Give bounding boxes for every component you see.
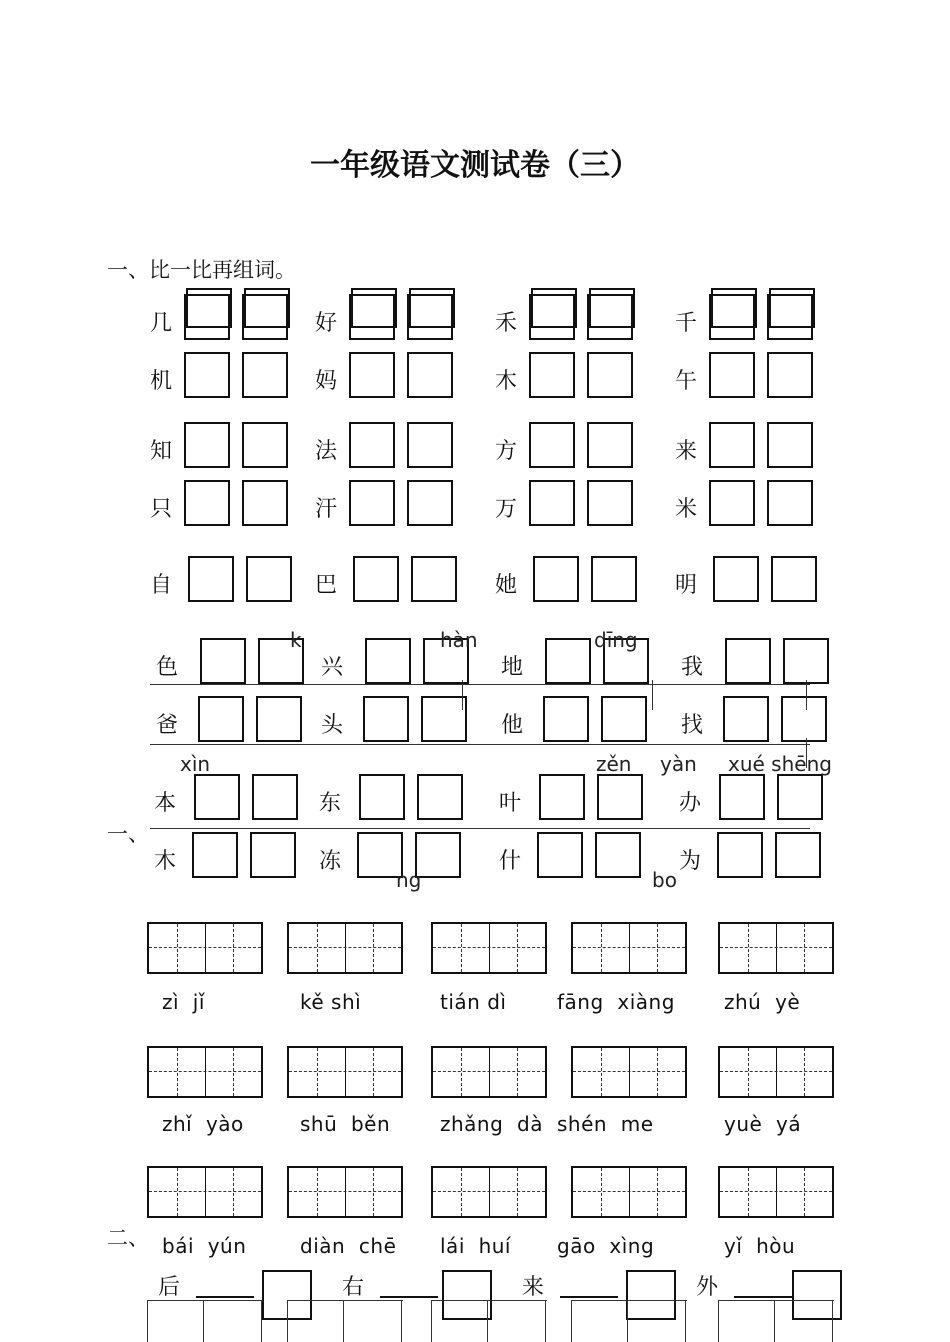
grid-dashed-line: [573, 947, 685, 948]
answer-box-overlap: [711, 288, 757, 328]
character: 外: [696, 1275, 719, 1300]
character: 禾: [495, 311, 518, 336]
grid-dashed-line: [657, 1048, 658, 1096]
section-1-heading: 一、比一比再组词。: [107, 258, 296, 282]
answer-box[interactable]: [200, 638, 246, 684]
answer-box-overlap: [531, 288, 577, 328]
answer-box[interactable]: [192, 832, 238, 878]
answer-box[interactable]: [587, 352, 633, 398]
overlap-rule: [147, 1300, 148, 1342]
character: 只: [150, 497, 173, 522]
answer-box[interactable]: [349, 480, 395, 526]
answer-box[interactable]: [543, 696, 589, 742]
grid-dashed-line: [517, 1048, 518, 1096]
answer-box[interactable]: [713, 556, 759, 602]
tianzi-grid[interactable]: [571, 922, 687, 974]
pinyin-label: kě shì: [300, 990, 362, 1014]
pinyin-label: fāng xiàng: [557, 990, 675, 1014]
grid-dashed-line: [149, 1071, 261, 1072]
grid-center-line: [345, 1168, 346, 1216]
pinyin-label: shū běn: [300, 1112, 391, 1136]
grid-center-line: [205, 924, 206, 972]
pinyin-label: lái huí: [440, 1234, 511, 1258]
answer-box-overlap: [244, 288, 290, 328]
grid-dashed-line: [233, 1048, 234, 1096]
answer-box[interactable]: [256, 696, 302, 742]
section-2-heading: 二、: [107, 1226, 149, 1250]
pinyin-label: bái yún: [162, 1234, 247, 1258]
grid-dashed-line: [233, 1168, 234, 1216]
character: 巴: [315, 573, 338, 598]
answer-box[interactable]: [415, 832, 461, 878]
grid-dashed-line: [804, 924, 805, 972]
pinyin-label: diàn chē: [300, 1234, 397, 1258]
tianzi-grid[interactable]: [147, 922, 263, 974]
character: 方: [495, 439, 518, 464]
tianzi-grid[interactable]: [431, 1046, 547, 1098]
answer-box[interactable]: [781, 696, 827, 742]
grid-dashed-line: [461, 924, 462, 972]
grid-dashed-line: [657, 924, 658, 972]
character: 叶: [499, 791, 522, 816]
tianzi-grid[interactable]: [718, 922, 834, 974]
answer-box[interactable]: [442, 1270, 492, 1320]
overlapping-pinyin-fragment: hàn: [440, 628, 478, 652]
answer-box[interactable]: [363, 696, 409, 742]
tianzi-grid[interactable]: [718, 1046, 834, 1098]
answer-blank[interactable]: [734, 1296, 792, 1298]
answer-box[interactable]: [349, 422, 395, 468]
overlap-rule: [150, 744, 810, 745]
tianzi-grid[interactable]: [147, 1166, 263, 1218]
answer-box[interactable]: [359, 774, 405, 820]
character: 办: [679, 791, 702, 816]
character: 我: [681, 655, 704, 680]
overlap-rule: [487, 1300, 488, 1342]
character: 爸: [156, 713, 179, 738]
character: 几: [150, 311, 173, 336]
answer-box-overlap: [409, 288, 455, 328]
answer-box[interactable]: [353, 556, 399, 602]
grid-dashed-line: [289, 1191, 401, 1192]
character: 来: [675, 439, 698, 464]
pinyin-label: gāo xìng: [557, 1234, 655, 1258]
grid-dashed-line: [373, 924, 374, 972]
answer-box[interactable]: [246, 556, 292, 602]
grid-center-line: [489, 1048, 490, 1096]
pinyin-label: yǐ hòu: [724, 1234, 796, 1258]
grid-center-line: [629, 924, 630, 972]
answer-box-overlap: [351, 288, 397, 328]
answer-box[interactable]: [184, 480, 230, 526]
answer-blank[interactable]: [560, 1296, 618, 1298]
overlap-rule: [545, 1300, 546, 1342]
answer-box-overlap: [589, 288, 635, 328]
answer-box[interactable]: [250, 832, 296, 878]
answer-box[interactable]: [723, 696, 769, 742]
grid-dashed-line: [317, 1048, 318, 1096]
character: 来: [522, 1275, 545, 1300]
answer-box[interactable]: [184, 352, 230, 398]
character: 妈: [315, 369, 338, 394]
tianzi-grid[interactable]: [287, 922, 403, 974]
grid-center-line: [205, 1048, 206, 1096]
answer-blank[interactable]: [380, 1296, 438, 1298]
character: 色: [156, 655, 179, 680]
tianzi-grid[interactable]: [571, 1046, 687, 1098]
character: 头: [321, 713, 344, 738]
pinyin-label: zhǐ yào: [162, 1112, 244, 1136]
character: 木: [495, 369, 518, 394]
grid-center-line: [776, 924, 777, 972]
overlap-rule: [150, 828, 810, 829]
answer-box[interactable]: [595, 832, 641, 878]
grid-dashed-line: [461, 1168, 462, 1216]
character: 米: [675, 497, 698, 522]
grid-dashed-line: [517, 924, 518, 972]
answer-box[interactable]: [194, 774, 240, 820]
overlap-rule: [774, 1300, 775, 1342]
grid-dashed-line: [748, 1048, 749, 1096]
grid-dashed-line: [517, 1168, 518, 1216]
answer-box[interactable]: [709, 352, 755, 398]
answer-box[interactable]: [545, 638, 591, 684]
overlap-rule: [287, 1300, 403, 1301]
character: 找: [681, 713, 704, 738]
answer-box[interactable]: [591, 556, 637, 602]
grid-dashed-line: [748, 1168, 749, 1216]
answer-box[interactable]: [252, 774, 298, 820]
overlap-rule: [627, 1300, 628, 1342]
tianzi-grid[interactable]: [718, 1166, 834, 1218]
overlap-rule: [343, 1300, 344, 1342]
character: 木: [154, 849, 177, 874]
character: 万: [495, 497, 518, 522]
overlapping-pinyin-fragment: yàn: [660, 752, 697, 776]
answer-box[interactable]: [587, 480, 633, 526]
overlapping-pinyin-fragment: bo: [652, 868, 677, 892]
tianzi-grid[interactable]: [287, 1046, 403, 1098]
grid-dashed-line: [317, 1168, 318, 1216]
grid-dashed-line: [573, 1191, 685, 1192]
answer-box[interactable]: [783, 638, 829, 684]
grid-dashed-line: [289, 947, 401, 948]
overlap-rule: [431, 1300, 547, 1301]
answer-box[interactable]: [529, 352, 575, 398]
overlapping-pinyin-fragment: ng: [396, 868, 422, 892]
overlapping-pinyin-fragment: xué shēng: [728, 752, 832, 776]
grid-dashed-line: [317, 924, 318, 972]
grid-center-line: [205, 1168, 206, 1216]
character: 右: [342, 1275, 365, 1300]
grid-dashed-line: [373, 1048, 374, 1096]
grid-center-line: [776, 1048, 777, 1096]
overlapping-pinyin-fragment: k: [290, 628, 302, 652]
answer-box[interactable]: [717, 832, 763, 878]
overlap-rule: [150, 684, 810, 685]
overlap-rule: [806, 680, 807, 710]
answer-box[interactable]: [533, 556, 579, 602]
character: 地: [501, 655, 524, 680]
answer-box[interactable]: [709, 422, 755, 468]
grid-dashed-line: [177, 1168, 178, 1216]
grid-dashed-line: [461, 1048, 462, 1096]
character: 汗: [315, 497, 338, 522]
overlap-rule: [401, 1300, 402, 1342]
answer-blank[interactable]: [196, 1296, 254, 1298]
grid-center-line: [345, 1048, 346, 1096]
answer-box[interactable]: [411, 556, 457, 602]
character: 他: [501, 713, 524, 738]
character: 机: [150, 369, 173, 394]
overlap-rule: [571, 1300, 572, 1342]
grid-dashed-line: [601, 1168, 602, 1216]
tianzi-grid[interactable]: [147, 1046, 263, 1098]
grid-dashed-line: [573, 1071, 685, 1072]
answer-box[interactable]: [349, 352, 395, 398]
grid-center-line: [345, 924, 346, 972]
answer-box[interactable]: [767, 422, 813, 468]
grid-dashed-line: [804, 1168, 805, 1216]
grid-dashed-line: [748, 924, 749, 972]
answer-box[interactable]: [188, 556, 234, 602]
answer-box[interactable]: [407, 352, 453, 398]
character: 自: [150, 573, 173, 598]
answer-box[interactable]: [792, 1270, 842, 1320]
grid-dashed-line: [657, 1168, 658, 1216]
answer-box-overlap: [186, 288, 232, 328]
grid-dashed-line: [177, 1048, 178, 1096]
answer-box[interactable]: [198, 696, 244, 742]
answer-box[interactable]: [601, 696, 647, 742]
character: 知: [150, 439, 173, 464]
grid-dashed-line: [804, 1048, 805, 1096]
answer-box[interactable]: [242, 352, 288, 398]
pinyin-label: zì jǐ: [162, 990, 205, 1014]
character: 她: [495, 573, 518, 598]
answer-box[interactable]: [771, 556, 817, 602]
grid-dashed-line: [289, 1071, 401, 1072]
character: 千: [675, 311, 698, 336]
answer-box[interactable]: [767, 480, 813, 526]
grid-dashed-line: [433, 1071, 545, 1072]
grid-center-line: [489, 924, 490, 972]
character: 法: [315, 439, 338, 464]
grid-dashed-line: [720, 947, 832, 948]
character: 明: [675, 573, 698, 598]
answer-box[interactable]: [529, 480, 575, 526]
page-title: 一年级语文测试卷（三）: [310, 148, 640, 183]
answer-box[interactable]: [767, 352, 813, 398]
grid-dashed-line: [720, 1191, 832, 1192]
answer-box[interactable]: [587, 422, 633, 468]
grid-center-line: [489, 1168, 490, 1216]
overlap-rule: [287, 1300, 288, 1342]
answer-box[interactable]: [777, 774, 823, 820]
answer-box[interactable]: [719, 774, 765, 820]
overlap-rule: [832, 1300, 833, 1342]
answer-box[interactable]: [365, 638, 411, 684]
answer-box[interactable]: [242, 480, 288, 526]
character: 冻: [319, 849, 342, 874]
character: 为: [679, 849, 702, 874]
grid-dashed-line: [601, 1048, 602, 1096]
answer-box-overlap: [769, 288, 815, 328]
pinyin-label: tián dì: [440, 990, 507, 1014]
character: 东: [319, 791, 342, 816]
overlap-rule: [806, 738, 807, 768]
grid-dashed-line: [177, 924, 178, 972]
overlap-rule: [718, 1300, 834, 1301]
pinyin-label: shén me: [557, 1112, 654, 1136]
character: 好: [315, 311, 338, 336]
answer-box[interactable]: [407, 480, 453, 526]
grid-dashed-line: [149, 1191, 261, 1192]
grid-dashed-line: [433, 947, 545, 948]
overlap-rule: [571, 1300, 687, 1301]
answer-box[interactable]: [417, 774, 463, 820]
answer-box[interactable]: [725, 638, 771, 684]
answer-box[interactable]: [709, 480, 755, 526]
overlap-rule: [261, 1300, 262, 1342]
grid-dashed-line: [720, 1071, 832, 1072]
overlapping-pinyin-fragment: zěn: [596, 752, 632, 776]
character: 后: [158, 1275, 181, 1300]
pinyin-label: zhú yè: [724, 990, 801, 1014]
section-pinyin-heading: 一、: [107, 822, 149, 846]
tianzi-grid[interactable]: [287, 1166, 403, 1218]
grid-center-line: [629, 1048, 630, 1096]
overlap-rule: [147, 1300, 263, 1301]
overlap-rule: [431, 1300, 432, 1342]
grid-dashed-line: [149, 947, 261, 948]
pinyin-label: yuè yá: [724, 1112, 802, 1136]
overlap-rule: [652, 680, 653, 710]
pinyin-label: zhǎng dà: [440, 1112, 543, 1136]
grid-dashed-line: [233, 924, 234, 972]
grid-dashed-line: [601, 924, 602, 972]
grid-center-line: [776, 1168, 777, 1216]
answer-box[interactable]: [775, 832, 821, 878]
grid-dashed-line: [373, 1168, 374, 1216]
tianzi-grid[interactable]: [431, 1166, 547, 1218]
character: 什: [499, 849, 522, 874]
answer-box[interactable]: [242, 422, 288, 468]
answer-box[interactable]: [407, 422, 453, 468]
answer-box[interactable]: [529, 422, 575, 468]
overlapping-pinyin-fragment: xìn: [180, 752, 211, 776]
overlap-rule: [685, 1300, 686, 1342]
overlap-rule: [203, 1300, 204, 1342]
overlapping-pinyin-fragment: dīng: [594, 628, 638, 652]
grid-dashed-line: [433, 1191, 545, 1192]
tianzi-grid[interactable]: [571, 1166, 687, 1218]
answer-box[interactable]: [537, 832, 583, 878]
grid-center-line: [629, 1168, 630, 1216]
answer-box[interactable]: [421, 696, 467, 742]
answer-box[interactable]: [539, 774, 585, 820]
overlap-rule: [462, 680, 463, 710]
character: 本: [154, 791, 177, 816]
overlap-rule: [718, 1300, 719, 1342]
answer-box[interactable]: [597, 774, 643, 820]
answer-box[interactable]: [626, 1270, 676, 1320]
tianzi-grid[interactable]: [431, 922, 547, 974]
answer-box[interactable]: [184, 422, 230, 468]
character: 兴: [321, 655, 344, 680]
character: 午: [675, 369, 698, 394]
